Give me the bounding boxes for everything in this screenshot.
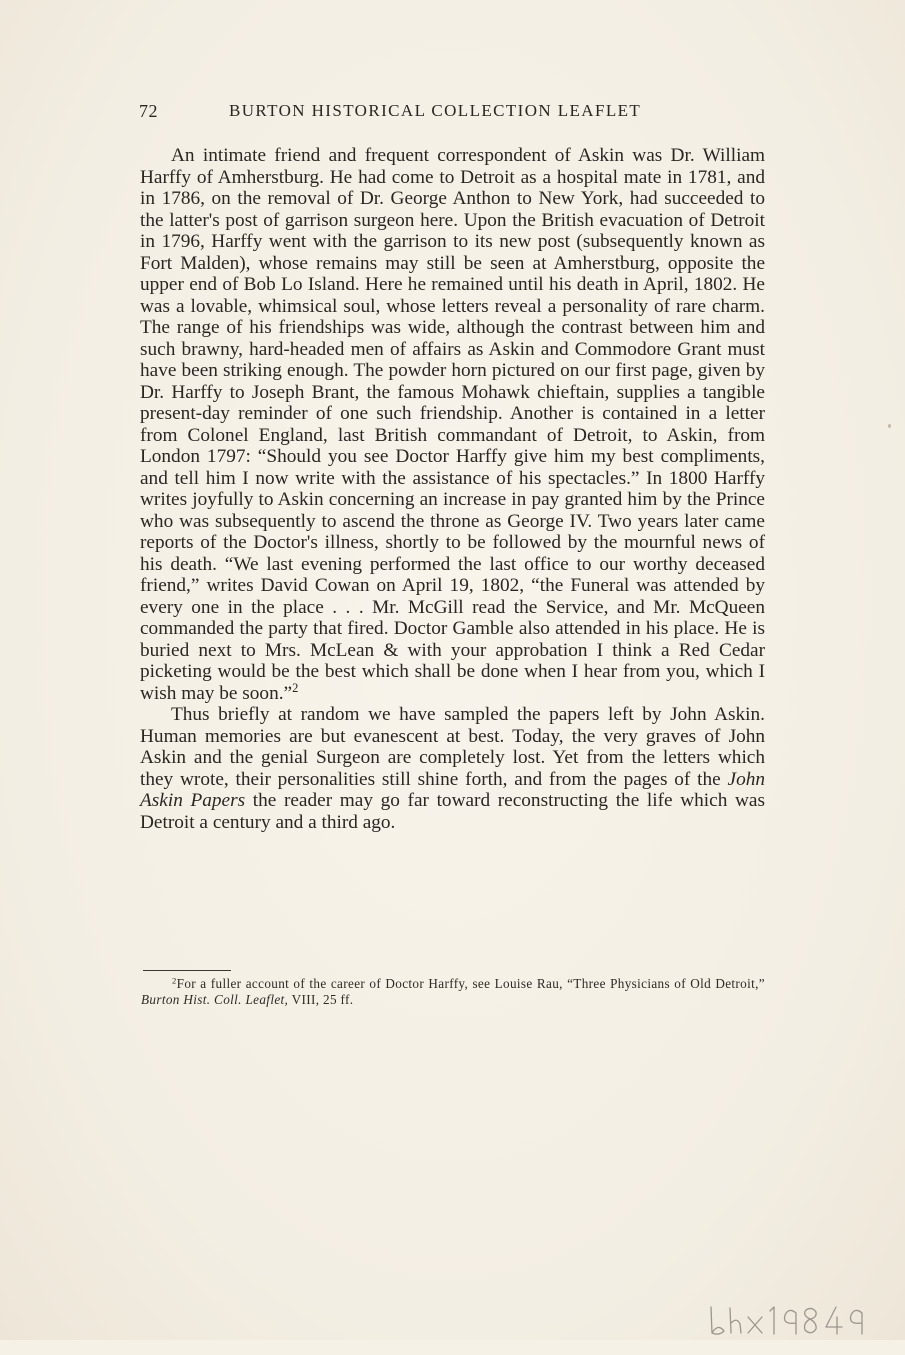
footnote-marker: 2 [172, 975, 177, 986]
paragraph-conclusion [140, 704, 765, 833]
footnote-reference: 2 [292, 680, 299, 695]
paper-fleck [888, 424, 891, 428]
paragraph-conclusion-text-end: the reader may go far toward reconstructing the life which was Detroit a century and a third ago. [140, 790, 765, 833]
paragraph-harffy-text: An intimate friend and frequent correspondent of Askin was Dr. William Harffy of Amherstburg. He had come to Detroit as a hospital mate in 1781, and in 1786, on the removal of Dr. George Anthon to New York, had succeeded to the latter's post of garrison surgeon here. Upon the British evacuation of Detroit in 1796, Harffy went with the garrison to its new post (subsequently known as Fort Malden), whose remains may still be seen at Amherstburg, opposite the upper end of Bob Lo Island. Here he remained until his death in April, 1802. He was a lovable, whimsical soul, whose letters reveal a personality of rare charm. The range of his friendships was wide, although the contrast between him and such brawny, hard-headed men of affairs as Askin and Commodore Grant must have been striking enough. The powder horn pictured on our first page, given by Dr. Harffy to Joseph Brant, the famous Mohawk chieftain, supplies a tangible present-day reminder of one such friendship. Another is contained in a letter from Colonel England, last British commandant of Detroit, to Askin, from London 1797: “Should you see Doctor Harffy give him my best compliments, and tell him I now write with the assistance of his spectacles.” In 1800 Harffy writes joyfully to Askin concerning an increase in pay granted him by the Prince who was subsequently to ascend the throne as George IV. Two years later came reports of the Doctor's illness, shortly to be followed by the mournful news of his death. “We last evening performed the last office to our worthy deceased friend,” writes David Cowan on April 19, 1802, “the Funeral was attended by every one in the place . . . Mr. McGill read the Service, and Mr. McQueen commanded the party that fired. Doctor Gamble also attended in his place. He is buried next to Mrs. McLean & with your approbation I think a Red Cedar picketing would be the best which shall be done when I hear from you, which I wish may be soon.” [140, 145, 765, 704]
handwritten-catalog-number [706, 1303, 866, 1337]
paragraph-harffy [140, 145, 765, 704]
footnote-text-end: VIII, 25 ff. [288, 992, 354, 1007]
book-title-italic: John Askin Papers [140, 768, 765, 811]
running-head-title: BURTON HISTORICAL COLLECTION LEAFLET [229, 101, 642, 120]
footnote [141, 976, 765, 1008]
running-head [139, 101, 767, 125]
footnote-rule [143, 970, 231, 971]
body-text [140, 145, 765, 833]
pencil-annotation-icon [706, 1303, 866, 1337]
page-number: 72 [139, 101, 158, 121]
footnote-text-start: For a fuller account of the career of Doctor Harffy, see Louise Rau, “Three Physicians of Old Detroit,” [176, 976, 765, 991]
footnote-citation-italic: Burton Hist. Coll. Leaflet, [141, 992, 289, 1007]
paragraph-conclusion-text-start: Thus briefly at random we have sampled the papers left by John Askin. Human memories are but evanescent at best. Today, the very graves of John Askin and the genial Surgeon are completely lost. Yet from the letters which they wrote, their personalities still shine forth, and from the pages of the [140, 704, 765, 790]
